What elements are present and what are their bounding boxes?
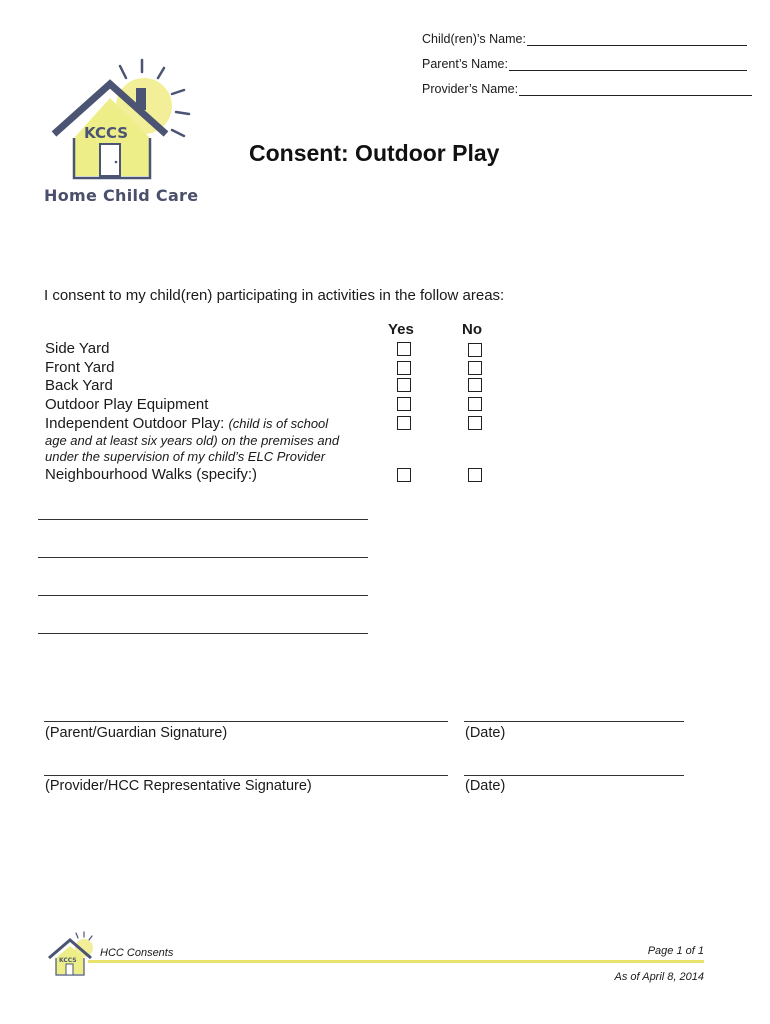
walks-specify-line-2[interactable] [38,557,368,558]
equipment-no-checkbox[interactable] [468,397,482,411]
parent-signature-line[interactable] [44,721,448,722]
provider-name-field[interactable] [422,82,752,96]
independent-no-checkbox[interactable] [468,416,482,430]
footer-doc-title: HCC Consents [100,947,174,959]
no-column-header: No [462,321,482,338]
walks-specify-line-3[interactable] [38,595,368,596]
footer-as-of-date: As of April 8, 2014 [614,971,704,983]
intro-text: I consent to my child(ren) participating in activities in the follow areas: [44,287,505,304]
item-outdoor-play-equipment: Outdoor Play Equipment [45,396,209,413]
parent-date-line[interactable] [464,721,684,722]
side-yard-yes-checkbox[interactable] [397,342,411,356]
provider-date-line[interactable] [464,775,684,776]
logo-house-text: KCCS [84,124,129,142]
walks-no-checkbox[interactable] [468,468,482,482]
walks-specify-line-1[interactable] [38,519,368,520]
footer-bar [88,960,704,963]
equipment-yes-checkbox[interactable] [397,397,411,411]
parent-date-label: (Date) [465,725,506,741]
parent-name-label: Parent’s Name: [422,57,508,71]
yes-column-header: Yes [388,321,414,338]
parent-name-line[interactable] [509,58,747,71]
provider-name-label: Provider’s Name: [422,82,519,96]
logo-caption: Home Child Care [44,186,199,205]
front-yard-no-checkbox[interactable] [468,361,482,375]
footer-logo [46,930,96,978]
item-neighbourhood-walks: Neighbourhood Walks (specify:) [45,466,258,483]
provider-name-line[interactable] [519,83,752,96]
side-yard-no-checkbox[interactable] [468,343,482,357]
children-name-label: Child(ren)’s Name: [422,32,526,46]
provider-signature-line[interactable] [44,775,448,776]
independent-label: Independent Outdoor Play: [45,415,229,432]
children-name-field[interactable] [422,32,747,46]
provider-signature-label: (Provider/HCC Representative Signature) [45,778,312,794]
walks-yes-checkbox[interactable] [397,468,411,482]
independent-note-1: (child is of school [228,416,329,431]
item-back-yard: Back Yard [45,377,113,394]
independent-yes-checkbox[interactable] [397,416,411,430]
parent-signature-label: (Parent/Guardian Signature) [45,725,228,741]
independent-note-2: age and at least six years old) on the premises and [45,433,340,448]
back-yard-yes-checkbox[interactable] [397,378,411,392]
independent-note-3: under the supervision of my child’s ELC Provider [45,449,326,464]
item-independent-outdoor-play [45,415,328,433]
back-yard-no-checkbox[interactable] [468,378,482,392]
item-side-yard: Side Yard [45,340,110,357]
parent-name-field[interactable] [422,57,747,71]
footer-page-number: Page 1 of 1 [647,945,704,957]
page-title: Consent: Outdoor Play [249,140,500,166]
walks-specify-line-4[interactable] [38,633,368,634]
front-yard-yes-checkbox[interactable] [397,361,411,375]
footer-logo-text: KCCS [59,957,77,964]
provider-date-label: (Date) [465,778,506,794]
item-front-yard: Front Yard [45,359,115,376]
children-name-line[interactable] [527,33,747,46]
